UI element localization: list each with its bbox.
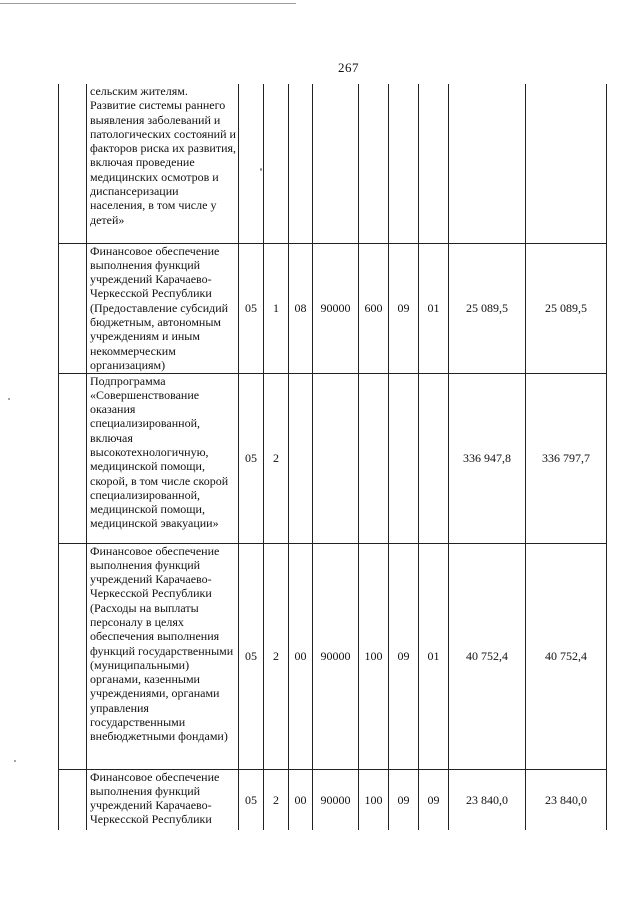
amount-cell-1 xyxy=(449,84,526,243)
amount-cell-1: 336 947,8 xyxy=(449,373,526,543)
amount-cell-1: 25 089,5 xyxy=(449,243,526,373)
section-cell: 05 xyxy=(239,243,264,373)
subcode-cell: 09 xyxy=(419,769,449,830)
section-cell: 05 xyxy=(239,769,264,830)
amount-cell-2: 25 089,5 xyxy=(526,243,607,373)
item-name-cell: сельским жителям. Развитие системы раннего выявления заболеваний и патологических состояний и факторов риска их развития, включая проведение медицинских осмотров и диспансеризации населения, в том числе у детей» xyxy=(87,84,239,243)
code-cell: 09 xyxy=(389,769,419,830)
amount-cell-2: 23 840,0 xyxy=(526,769,607,830)
amount-cell-2 xyxy=(526,84,607,243)
item-name-cell: Финансовое обеспечение выполнения функций учреждений Карачаево-Черкесской Республики (Расходы на выплаты персоналу в целях обеспечения выполнения функций государственными (муниципальными) органами, казенными учреждениями, органами управления государственными внебюджетными фондами) xyxy=(87,543,239,769)
subcode-cell: 01 xyxy=(419,543,449,769)
direction-cell xyxy=(313,84,359,243)
section-cell: 05 xyxy=(239,373,264,543)
subsection-cell: 2 xyxy=(264,543,289,769)
table-row xyxy=(59,243,607,373)
program-cell xyxy=(289,373,313,543)
item-name-cell: Финансовое обеспечение выполнения функций учреждений Карачаево-Черкесской Республики (Предоставление субсидий бюджетным, автономным учреждениям и иным некоммерческим организациям) xyxy=(87,243,239,373)
code-cell: 09 xyxy=(389,543,419,769)
expense-type-cell: 600 xyxy=(359,243,389,373)
code-cell xyxy=(389,84,419,243)
table-row xyxy=(59,373,607,543)
amount-cell-1: 23 840,0 xyxy=(449,769,526,830)
scan-edge-line xyxy=(0,3,296,4)
direction-cell: 90000 xyxy=(313,769,359,830)
subsection-cell: 2 xyxy=(264,769,289,830)
program-cell xyxy=(289,84,313,243)
subsection-cell: 2 xyxy=(264,373,289,543)
expense-type-cell: 100 xyxy=(359,543,389,769)
item-name-cell: Финансовое обеспечение выполнения функций учреждений Карачаево-Черкесской Республики xyxy=(87,769,239,830)
direction-cell: 90000 xyxy=(313,543,359,769)
program-cell: 00 xyxy=(289,769,313,830)
direction-cell: 90000 xyxy=(313,243,359,373)
subcode-cell: 01 xyxy=(419,243,449,373)
index-cell xyxy=(59,243,87,373)
table-row xyxy=(59,543,607,769)
amount-cell-2: 336 797,7 xyxy=(526,373,607,543)
item-name-cell: Подпрограмма «Совершенствование оказания специализированной, включая высокотехнологичную, медицинской помощи, скорой, в том числе скорой специализированной, медицинской помощи, медицинской эвакуации» xyxy=(87,373,239,543)
expense-type-cell xyxy=(359,373,389,543)
code-cell: 09 xyxy=(389,243,419,373)
code-cell xyxy=(389,373,419,543)
table-row xyxy=(59,84,607,243)
program-cell: 08 xyxy=(289,243,313,373)
subcode-cell xyxy=(419,373,449,543)
page-number: 267 xyxy=(338,60,359,75)
scan-speck xyxy=(14,760,16,762)
subsection-cell: 1 xyxy=(264,243,289,373)
scan-speck xyxy=(8,398,10,400)
amount-cell-2: 40 752,4 xyxy=(526,543,607,769)
index-cell xyxy=(59,769,87,830)
table-row xyxy=(59,769,607,830)
index-cell xyxy=(59,84,87,243)
amount-cell-1: 40 752,4 xyxy=(449,543,526,769)
index-cell xyxy=(59,543,87,769)
direction-cell xyxy=(313,373,359,543)
expense-type-cell: 100 xyxy=(359,769,389,830)
section-cell xyxy=(239,84,264,243)
index-cell xyxy=(59,373,87,543)
subcode-cell xyxy=(419,84,449,243)
budget-table xyxy=(58,84,607,830)
program-cell: 00 xyxy=(289,543,313,769)
expense-type-cell xyxy=(359,84,389,243)
subsection-cell xyxy=(264,84,289,243)
section-cell: 05 xyxy=(239,543,264,769)
